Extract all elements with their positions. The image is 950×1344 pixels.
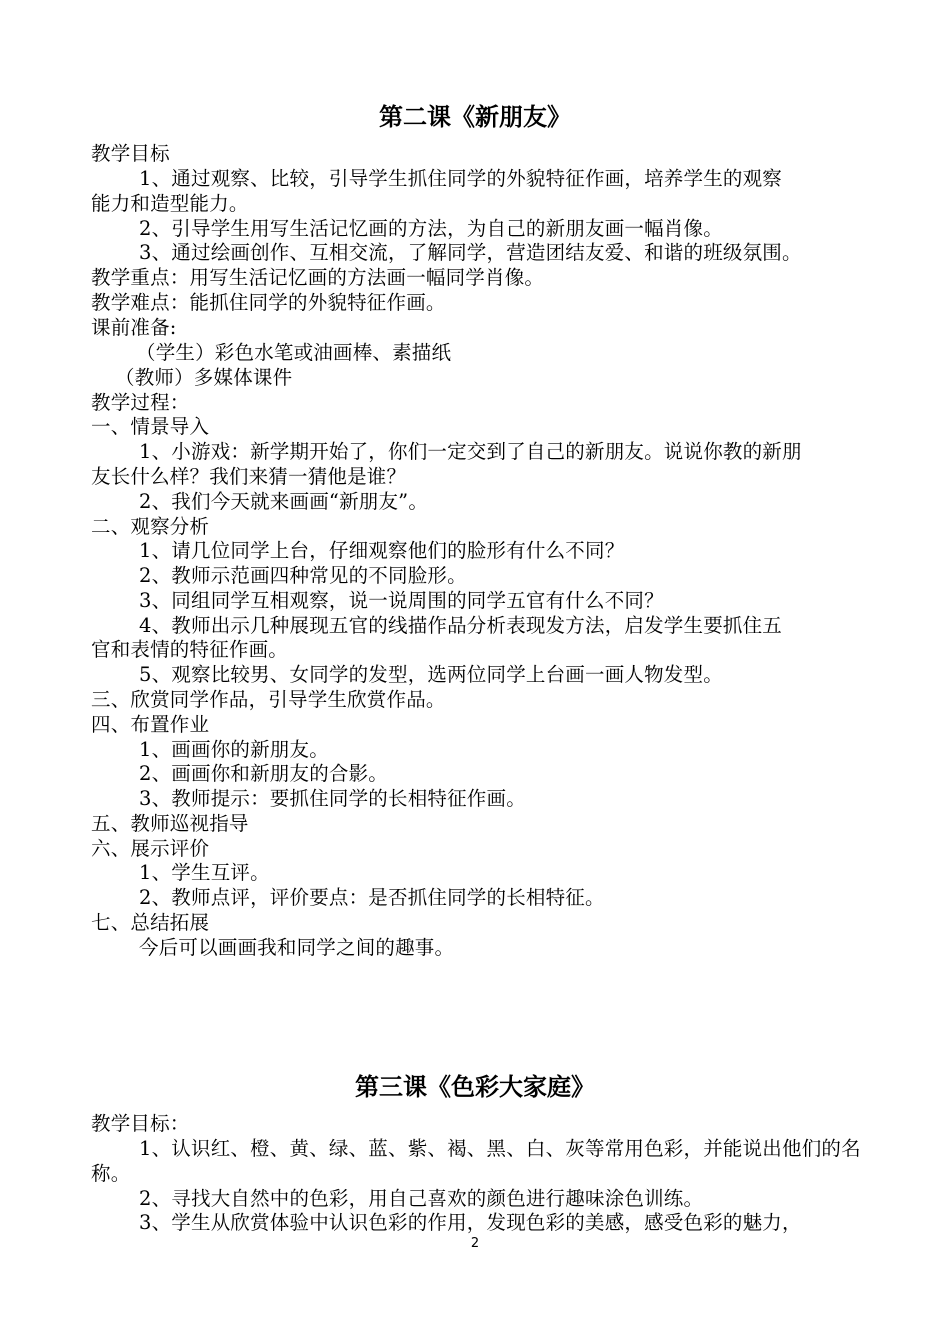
lesson2-section2: 二、观察分析 [91, 515, 210, 538]
lesson2-section4-item2: 2、画画你和新朋友的合影。 [139, 762, 389, 785]
lesson2-goal1-line2: 能力和造型能力。 [91, 192, 249, 215]
lesson3-goals-heading: 教学目标： [91, 1112, 190, 1135]
lesson2-section5: 五、教师巡视指导 [91, 812, 249, 835]
lesson2-section4-item1: 1、画画你的新朋友。 [139, 738, 329, 761]
lesson2-section1-item1-line2: 友长什么样？我们来猜一猜他是谁？ [91, 465, 407, 488]
lesson2-section2-item4-line1: 4、教师出示几种展现五官的线描作品分析表现发方法，启发学生要抓住五 [139, 614, 783, 637]
lesson2-section1-item1-line1: 1、小游戏：新学期开始了，你们一定交到了自己的新朋友。说说你教的新朋 [139, 440, 802, 463]
lesson2-title: 第二课《新朋友》 [379, 103, 571, 131]
lesson2-section2-item4-line2: 官和表情的特征作画。 [91, 638, 289, 661]
page-number: 2 [470, 1236, 480, 1251]
lesson2-process-heading: 教学过程： [91, 391, 190, 414]
lesson2-section2-item3: 3、同组同学互相观察，说一说周围的同学五官有什么不同？ [139, 589, 664, 612]
lesson2-section4-item3: 3、教师提示：要抓住同学的长相特征作画。 [139, 787, 526, 810]
lesson2-section2-item1: 1、请几位同学上台，仔细观察他们的脸形有什么不同？ [139, 539, 625, 562]
lesson2-section7: 七、总结拓展 [91, 911, 210, 934]
lesson2-section2-item2: 2、教师示范画四种常见的不同脸形。 [139, 564, 467, 587]
lesson2-goal3: 3、通过绘画创作、互相交流，了解同学，营造团结友爱、和谐的班级氛围。 [139, 241, 802, 264]
lesson3-goal1-line1: 1、认识红、橙、黄、绿、蓝、紫、褐、黑、白、灰等常用色彩，并能说出他们的名 [139, 1137, 861, 1160]
lesson3-goal1-line2: 称。 [91, 1162, 131, 1185]
lesson2-section2-item5: 5、观察比较男、女同学的发型，选两位同学上台画一画人物发型。 [139, 663, 723, 686]
lesson2-prep-students: （学生）彩色水笔或油画棒、素描纸 [136, 341, 452, 364]
lesson2-goals-heading: 教学目标 [91, 142, 170, 165]
lesson2-difficulty: 教学难点：能抓住同学的外貌特征作画。 [91, 291, 446, 314]
lesson2-prep-teacher: （教师）多媒体课件 [115, 366, 293, 389]
lesson2-section7-item1: 今后可以画画我和同学之间的趣事。 [139, 936, 455, 959]
lesson2-key-point: 教学重点：用写生活记忆画的方法画一幅同学肖像。 [91, 266, 545, 289]
lesson2-section3: 三、欣赏同学作品，引导学生欣赏作品。 [91, 688, 446, 711]
lesson3-goal2: 2、寻找大自然中的色彩，用自己喜欢的颜色进行趣味涂色训练。 [139, 1187, 704, 1210]
lesson2-goal1-line1: 1、通过观察、比较，引导学生抓住同学的外貌特征作画，培养学生的观察 [139, 167, 783, 190]
lesson2-section1-item2: 2、我们今天就来画画“新朋友”。 [139, 490, 429, 513]
lesson2-section6-item1: 1、学生互评。 [139, 861, 270, 884]
lesson3-title: 第三课《色彩大家庭》 [355, 1073, 595, 1101]
lesson2-section4: 四、布置作业 [91, 713, 210, 736]
lesson2-goal2: 2、引导学生用写生活记忆画的方法，为自己的新朋友画一幅肖像。 [139, 217, 723, 240]
lesson2-section6: 六、展示评价 [91, 837, 210, 860]
lesson2-section1: 一、情景导入 [91, 415, 210, 438]
lesson2-section6-item2: 2、教师点评，评价要点：是否抓住同学的长相特征。 [139, 886, 605, 909]
lesson3-goal3: 3、学生从欣赏体验中认识色彩的作用，发现色彩的美感，感受色彩的魅力， [139, 1211, 802, 1234]
lesson2-prep-heading: 课前准备: [91, 316, 177, 339]
